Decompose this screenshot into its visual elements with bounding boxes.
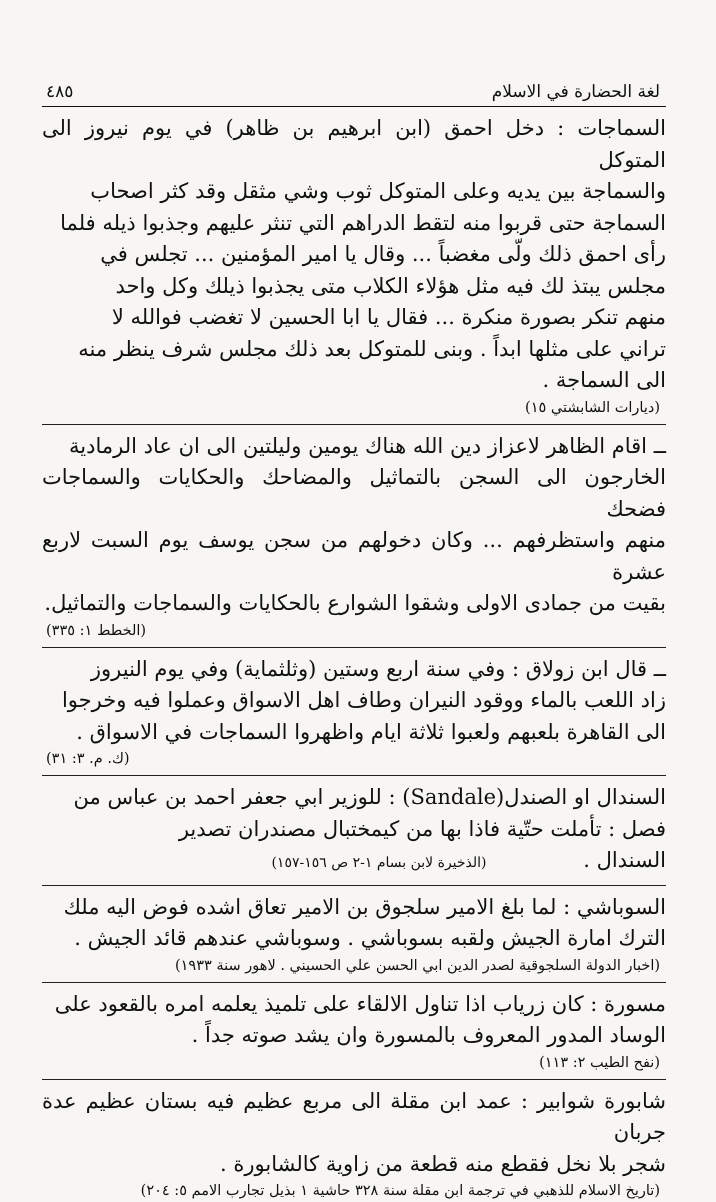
text-line: الى القاهرة بلعبهم ولعبوا ثلاثة ايام واظهروا السماجات في الاسواق . <box>42 717 666 749</box>
entry-shabura <box>42 1086 666 1202</box>
text-line: زاد اللعب بالماء ووقود النيران وطاف اهل الاسواق وعملوا فيه وخرجوا <box>42 685 666 717</box>
page-number: ٤٨٥ <box>46 82 73 102</box>
text-line: السماجة حتى قربوا منه لتقط الدراهم التي تنثر عليهم وجذبوا ذيله فلما <box>42 208 666 240</box>
text-line: السماجات : دخل احمق (ابن ابرهيم بن ظاهر) في يوم نيروز الى المتوكل <box>42 113 666 176</box>
text-line: منهم تنكر بصورة منكرة ... فقال يا ابا الحسين لا تغضب فوالله لا <box>42 302 666 334</box>
section-divider <box>42 885 666 886</box>
entry-samajat <box>42 113 666 419</box>
section-divider <box>42 775 666 776</box>
text-line: ــ قال ابن زولاق : وفي سنة اربع وستين (وثلثماية) وفي يوم النيروز <box>42 654 666 686</box>
text-line: مسورة : كان زرياب اذا تناول الالقاء على تلميذ يعلمه امره بالقعود على <box>42 989 666 1021</box>
text-line: الوساد المدور المعروف بالمسورة وان يشد صوته جداً . <box>42 1020 666 1052</box>
entry-miswara <box>42 989 666 1074</box>
entry-ibn-zulaq <box>42 654 666 771</box>
source-citation: (الذخيرة لابن بسام ١-٢ ص ١٥٦-١٥٧) <box>271 855 486 871</box>
entry-sandal <box>42 782 666 880</box>
text-line <box>42 845 666 880</box>
text-line: فصل : تأملت حتّية فاذا بها من كيمختبال مصندران تصدير <box>42 814 666 846</box>
text-line: منهم واستظرفهم ... وكان دخولهم من سجن يوسف يوم السبت لاربع عشرة <box>42 525 666 588</box>
text-line: شابورة شوابير : عمد ابن مقلة الى مربع عظيم فيه بستان عظيم عدة جربان <box>42 1086 666 1149</box>
header-rule <box>42 106 666 107</box>
text-line: تراني على مثلها ابداً . وبنى للمتوكل بعد ذلك مجلس شرف ينظر منه <box>42 334 666 366</box>
text-line: ــ اقام الظاهر لاعزاز دين الله هناك يومين وليلتين الى ان عاد الرمادية <box>42 431 666 463</box>
text-line: السوباشي : لما بلغ الامير سلجوق بن الامير تعاق اشده فوض اليه ملك <box>42 892 666 924</box>
section-divider <box>42 424 666 425</box>
source-citation: (ديارات الشابشتي ١٥) <box>42 397 666 419</box>
entry-zahir <box>42 431 666 642</box>
section-divider <box>42 647 666 648</box>
source-citation: (تاريخ الاسلام للذهبي في ترجمة ابن مقلة سنة ٣٢٨ حاشية ١ بذيل تجارب الامم ٥: ٢٠٤) <box>42 1180 666 1202</box>
text-line: رأى احمق ذلك ولّى مغضباً ... وقال يا امير المؤمنين ... تجلس في <box>42 239 666 271</box>
running-title: لغة الحضارة في الاسلام <box>492 82 660 102</box>
text-line: السندال او الصندل(Sandale) : للوزير ابي جعفر احمد بن عباس من <box>42 782 666 814</box>
text-line: بقيت من جمادى الاولى وشقوا الشوارع بالحكايات والسماجات والتماثيل. <box>42 588 666 620</box>
section-divider <box>42 1079 666 1080</box>
running-head <box>42 82 666 106</box>
text-line: شجر بلا نخل فقطع منه قطعة من زاوية كالشابورة . <box>42 1149 666 1181</box>
text-line: الخارجون الى السجن بالتماثيل والمضاحك والحكايات والسماجات فضحك <box>42 462 666 525</box>
text-line: الى السماجة . <box>42 365 666 397</box>
source-citation: (الخطط ١: ٣٣٥) <box>42 620 666 642</box>
last-line-text: السندال . <box>583 848 666 872</box>
text-line: مجلس يبتذ لك فيه مثل هؤلاء الكلاب متى يجذبوا ذيلك وكل واحد <box>42 271 666 303</box>
source-citation: (اخبار الدولة السلجوقية لصدر الدين ابي الحسن علي الحسيني . لاهور سنة ١٩٣٣) <box>42 955 666 977</box>
text-line: الترك امارة الجيش ولقبه بسوباشي . وسوباشي عندهم قائد الجيش . <box>42 923 666 955</box>
text-line: والسماجة بين يديه وعلى المتوكل ثوب وشي مثقل وقد كثر اصحاب <box>42 176 666 208</box>
source-citation: (ك. م. ٣: ٣١) <box>42 748 666 770</box>
entry-subashi <box>42 892 666 977</box>
source-citation: (نفح الطيب ٢: ١١٣) <box>42 1052 666 1074</box>
section-divider <box>42 982 666 983</box>
